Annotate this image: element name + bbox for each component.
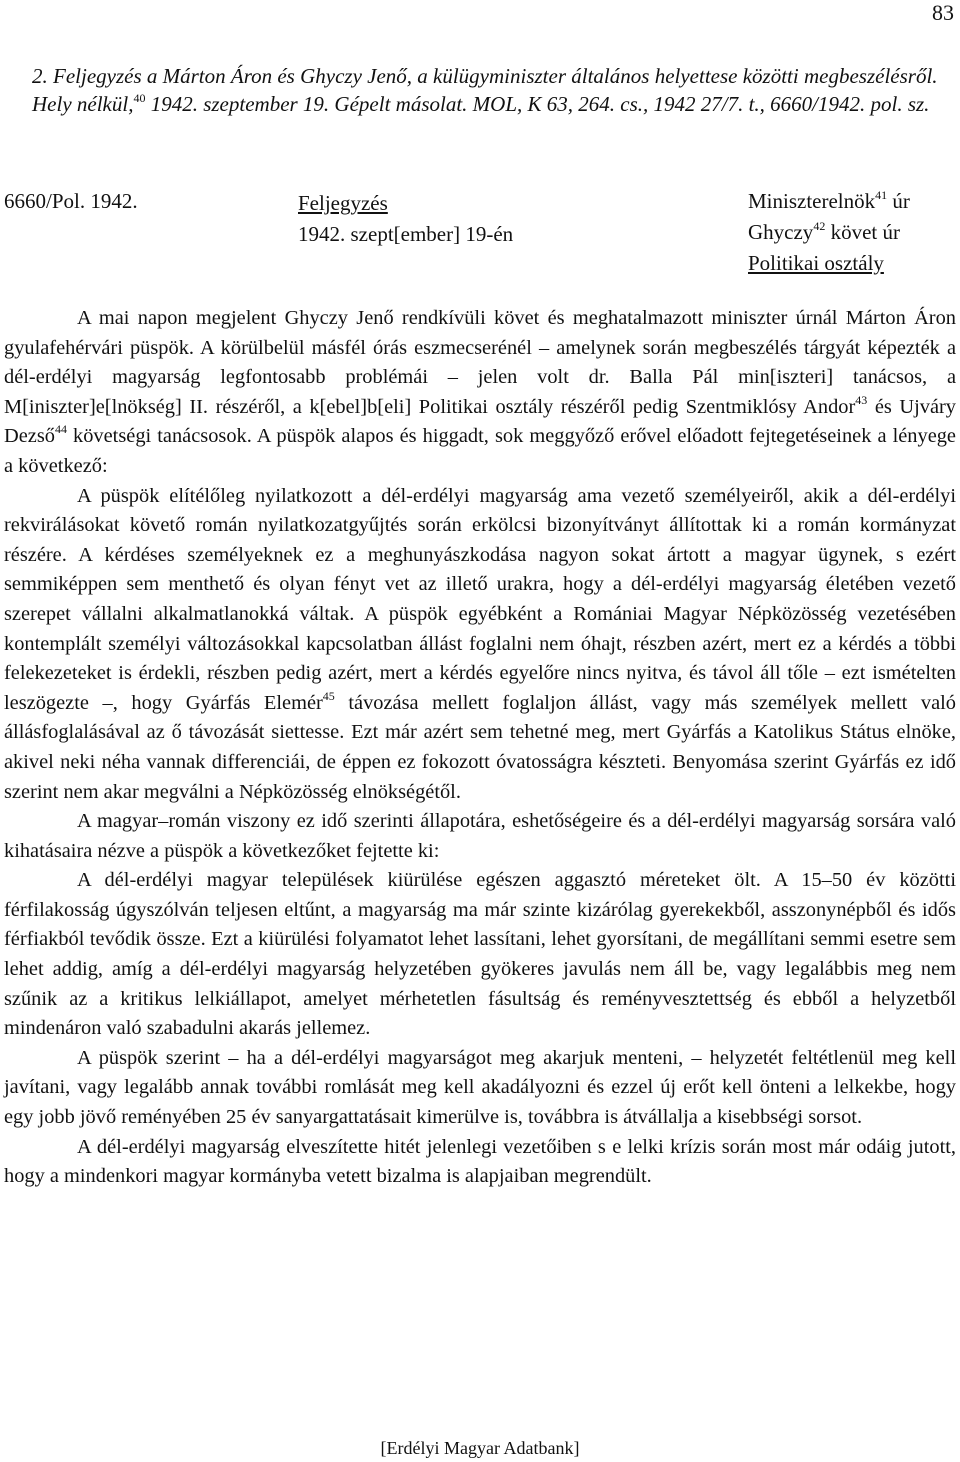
memo-date: 1942. szept[ember] 19-én (298, 222, 514, 246)
page-footer: [Erdélyi Magyar Adatbank] (380, 1438, 580, 1458)
memo-body (4, 304, 956, 1192)
paragraph-3: A magyar–román viszony ez idő szerinti állapotára, eshetőségeire és a dél-erdélyi magyarság sorsára való kihatásaira nézve a püspök a következőket fejtette ki: (4, 810, 956, 862)
footnote-ref: 44 (54, 422, 67, 437)
paragraph-6: A dél-erdélyi magyarság elveszítette hitét jelenlegi vezetőiben s e lelki krízis során most már odáig jutott, hogy a mindenkori magyar kormányba vetett bizalma is alapjaiban megrendült. (4, 1135, 956, 1188)
memo-recipients (748, 186, 910, 279)
recipient-line-1: Miniszterelnök$^{41}$ úr (748, 188, 910, 213)
paragraph-4: A dél-erdélyi magyar települések kiürülése egészen aggasztó méreteket ölt. A 15–50 év közötti férfilakosság úgyszólván teljesen eltűnt, a magyarság ma már szinte kizárólag gyerekekből, asszonynépből és idős férfiakból tevődik össze. Ezt a kiürülési folyamatot lehet lassítani, lehet gyorsítani, de megállítani semmi esetre sem lehet addig, amíg a dél-erdélyi magyarság helyzetében gyökeres javulás nem áll be, vagy legalábbis meg nem szűnik az a kritikus lelkiállapot, amelyet mérhetetlen fásultság és reményvesztettség és ebből a helyzetből mindenáron való szabadulni akarás jellemez. (4, 869, 956, 1040)
footnote-ref: 41 (875, 188, 888, 202)
memo-reference: 6660/Pol. 1942. (4, 189, 138, 213)
paragraph-1: A mai napon megjelent Ghyczy Jenő rendkívüli követ és meghatalmazott miniszter úrnál Márton Áron gyulafehérvári püspök. A körülbelül másfél órás eszmecserénél – amelynek során megbeszélés tárgyát képezték a dél-erdélyi magyarság legfontosabb problémái – jelen volt dr. Balla Pál min[iszteri] tanácsos, a M[iniszter]e[lnökség] II. részéről, a k[ebel]b[eli] Politikai osztály részéről pedig Szentmiklósy Andor$^{43}$ és Ujváry Dezső$^{44}$ követségi tanácsosok. A püspök alapos és higgadt, sok meggyőző erővel előadott fejtegetéseinek a lényege a következő: (4, 307, 956, 477)
heading-text: 2. Feljegyzés a Márton Áron és Ghyczy Jenő, a külügyminiszter általános helyettese közötti megbeszélésről. Hely nélkül, (32, 64, 938, 116)
page-number: 83 (932, 0, 954, 25)
recipient-department: Politikai osztály (748, 251, 884, 275)
footnote-ref: 45 (322, 688, 335, 703)
memo-title-block (298, 188, 513, 250)
paragraph-2: A püspök elítélőleg nyilatkozott a dél-erdélyi magyarság ama vezető személyeiről, akik a dél-erdélyi rekvirálásokat követő román nyilatkozatgyűjtés során erkölcsi bizonyítványt állítottak ki a román kormányzat részére. A kérdéses személyeknek ez a meghunyászkodása nagyon sokat ártott a magyar ügynek, s ezért semmiképpen sem menthető és olyan fényt vet az illető urakra, hogy a dél-erdélyi magyarság életében vezető szerepet vállalni alkalmatlanokká váltak. A püspök egyébként a Romániai Magyar Népközösség vezetésében kontemplált személyi változásokkal kapcsolatban állást foglalni nem óhajt, részben azért, mert ez a kérdés a többi felekezeteket is érdekli, részben pedig azért, mert a kérdés egyelőre nincs nyitva, és távol áll tőle – ezt ismételten leszögezte –, hogy Gyárfás Elemér$^{45}$ távozása mellett foglaljon állást, vagy más személyek mellett való állásfoglalásával az ő távozását siettesse. Ezt már azért sem tehetné meg, mert Gyárfás a Katolikus Státus elnöke, akivel neki néha vannak differenciái, de éppen ez fokozott óvatosságra készteti. Benyomása szerint Gyárfás ez idő szerint nem akar megválni a Népközösség elnökségétől. (4, 484, 956, 803)
recipient-line-2: Ghyczy$^{42}$ követ úr (748, 219, 900, 244)
footnote-ref: 42 (813, 219, 826, 233)
footnote-ref: 40 (133, 91, 146, 105)
memo-title: Feljegyzés (298, 191, 388, 215)
paragraph-5: A püspök szerint – ha a dél-erdélyi magyarságot meg akarjuk menteni, – helyzetét feltétlenül meg kell javítani, vagy legalább annak további romlását meg kell akadályozni és ezzel új erőt kell önteni a lelkekbe, hogy egy jobb jövő reményében 25 év sanyargattatásait kimerülve is, továbbra is átvállalja a kisebbségi sorsot. (4, 1046, 956, 1129)
document-heading (32, 62, 942, 118)
heading-text-cont: 1942. szeptember 19. Gépelt másolat. MOL, K 63, 264. cs., 1942 27/7. t., 6660/1942. pol. sz. (145, 92, 930, 116)
footnote-ref: 43 (855, 392, 868, 407)
